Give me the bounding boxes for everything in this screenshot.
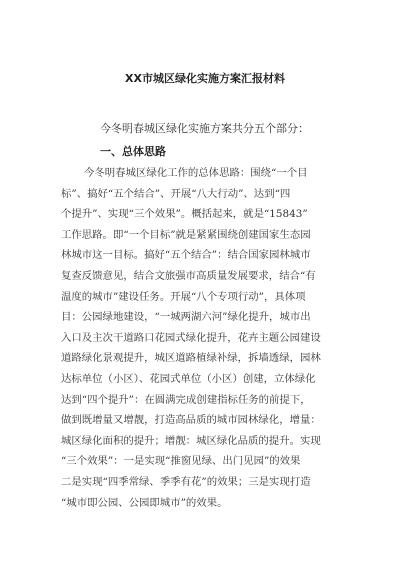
section-heading: 一、总体思路 [100,145,166,158]
body-line: 做到既增量又增靓，打造高品质的城市园林绿化，增量： [61,414,321,427]
body-line: 个提升”、实现“三个效果”。概括起来，就是“15843” [61,208,308,221]
body-line: 道路绿化景观提升，城区道路植绿补绿，拆墙透绿，园林 [61,352,321,365]
body-line: 温度的城市”建设任务。开展“八个专项行动”，具体项 [61,290,306,303]
body-line: 城区绿化面积的提升；增靓：城区绿化品质的提升。实现 [61,434,321,447]
body-line: 标”、搞好“五个结合”、开展“八大行动”、达到“四 [61,187,291,200]
body-line: 目：公园绿地建设，“一城两湖六河”绿化提升，城市出 [61,311,311,324]
body-line: 复查反馈意见，结合文旅强市高质量发展要求，结合“有 [61,269,316,282]
body-line: 工作思路。即“一个目标”就是紧紧围绕创建国家生态园 [61,228,311,241]
body-paragraph [61,163,353,513]
body-line: “城市即公园、公园即城市”的效果。 [61,496,228,509]
body-line: 达到“四个提升”：在圆满完成创建指标任务的前提下， [61,393,311,406]
body-line: 二是实现“四季常绿、季季有花”的效果；三是实现打造 [61,475,311,488]
body-line: “三个效果”：一是实现“推窗见绿、出门见园”的效果 [61,455,301,468]
body-line: 入口及主次干道路口花园式绿化提升，花卉主题公园建设 [61,331,321,344]
body-line: 今冬明春城区绿化工作的总体思路：围绕“一个目 [84,167,308,179]
body-line: 林城市这一目标。搞好“五个结合”：结合国家园林城市 [61,249,311,262]
body-line: 达标单位（小区）、花园式单位（小区）创建，立体绿化 [61,372,316,385]
document-title: XX市城区绿化实施方案汇报材料 [125,72,285,85]
intro-paragraph: 今冬明春城区绿化实施方案共分五个部分： [100,122,309,135]
